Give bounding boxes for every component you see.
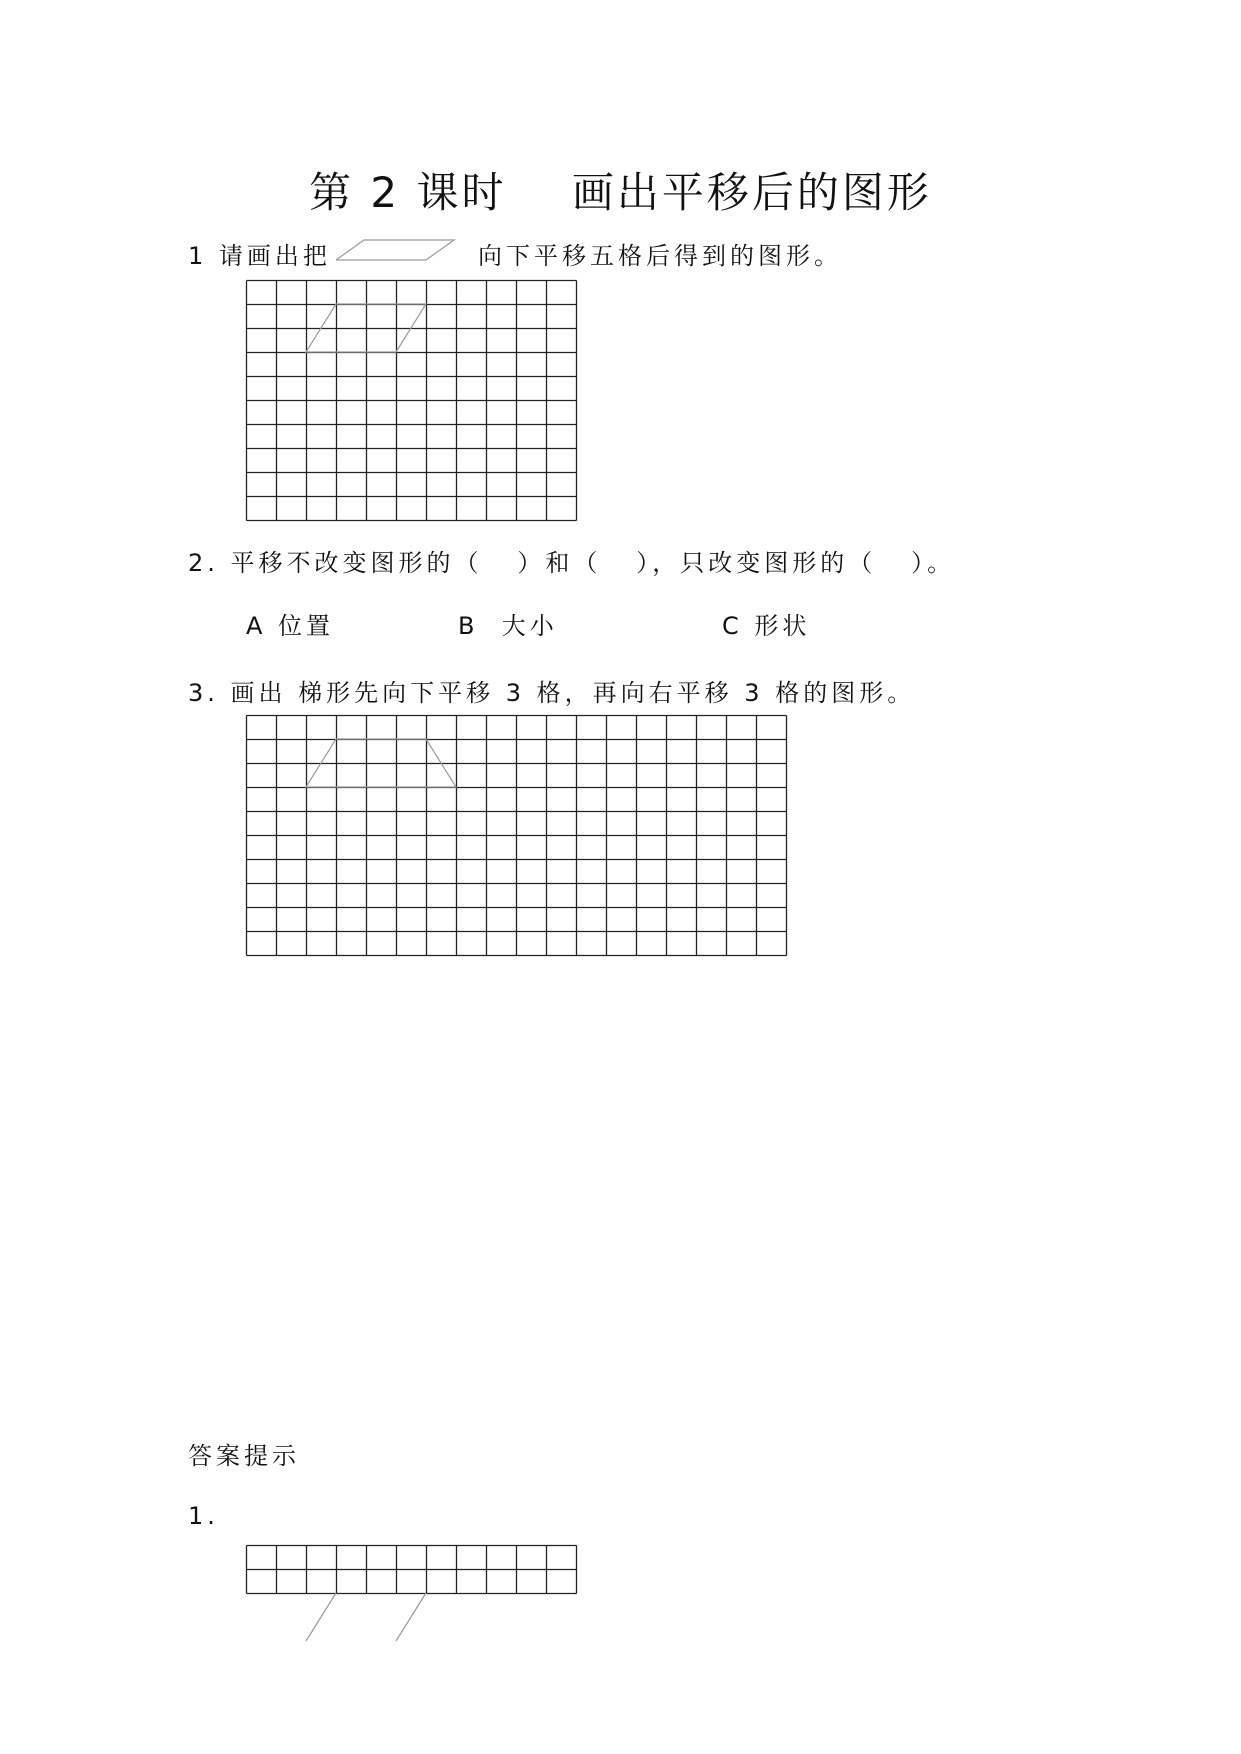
q1-suffix: 向下平移五格后得到的图形。 xyxy=(478,242,842,270)
q2-text: 2. 平移不改变图形的（ ）和（ ），只改变图形的（ ）。 xyxy=(188,549,956,577)
parallelogram-icon xyxy=(336,236,456,262)
q1-prefix: 1 请画出把 xyxy=(188,242,331,270)
answer-1-grid xyxy=(246,1545,576,1593)
q3-grid xyxy=(246,715,786,955)
option-b: B 大小 xyxy=(458,612,558,640)
answer-parallelogram-edge xyxy=(306,1593,336,1641)
page-title: 第 2 课时 画出平移后的图形 xyxy=(309,168,932,217)
option-a: A 位置 xyxy=(246,612,335,640)
answer-parallelogram-edge xyxy=(396,1593,426,1641)
q1-grid xyxy=(246,280,576,520)
option-c: C 形状 xyxy=(722,612,811,640)
q3-text: 3. 画出 梯形先向下平移 3 格，再向右平移 3 格的图形。 xyxy=(188,679,916,707)
answer-heading: 答案提示 xyxy=(188,1442,300,1470)
answer-1-label: 1. xyxy=(188,1502,219,1530)
